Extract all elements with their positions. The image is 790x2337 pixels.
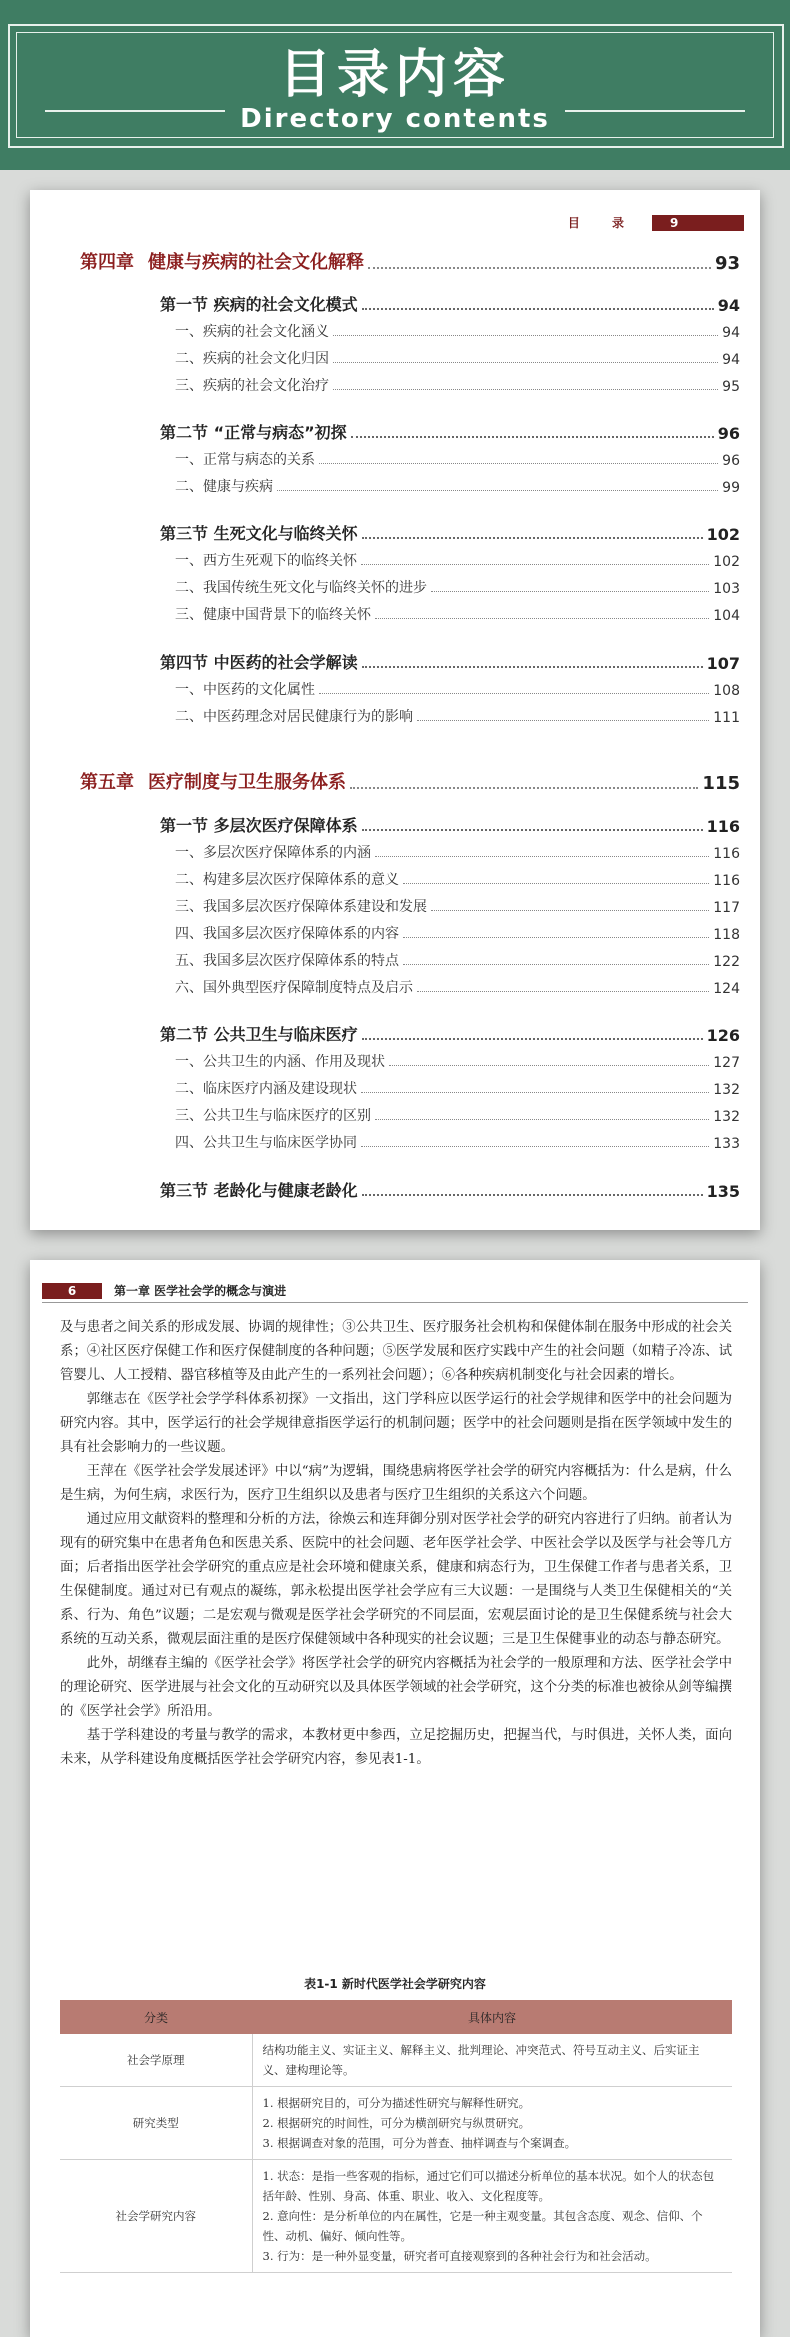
leader-dots: [333, 389, 718, 390]
item-title: 三、我国多层次医疗保障体系建设和发展: [175, 899, 427, 915]
toc-chapter[interactable]: [80, 248, 740, 274]
item-title: 二、中医药理念对居民健康行为的影响: [175, 709, 413, 725]
toc-item[interactable]: [175, 321, 740, 341]
running-head-page-number: 9: [652, 215, 744, 231]
toc-item[interactable]: [175, 679, 740, 699]
item-page: 127: [713, 1055, 740, 1071]
leader-dots: [375, 856, 709, 857]
toc-item[interactable]: [175, 1078, 740, 1098]
table-cell-content: [252, 2160, 732, 2273]
leader-dots: [389, 1065, 709, 1066]
item-page: 116: [713, 846, 740, 862]
item-page: 118: [713, 927, 740, 943]
banner-subtitle: Directory contents: [240, 104, 550, 134]
item-title: 二、构建多层次医疗保障体系的意义: [175, 872, 399, 888]
toc-page: [30, 190, 760, 1230]
item-title: 二、疾病的社会文化归因: [175, 351, 329, 367]
leader-dots: [417, 720, 709, 721]
item-page: 94: [722, 352, 740, 368]
table-cell-line: 结构功能主义、实证主义、解释主义、批判理论、冲突范式、符号互动主义、后实证主义、建构理论等。: [262, 2043, 700, 2077]
table-cell-category: 社会学研究内容: [60, 2160, 252, 2273]
body-paragraph: 及与患者之间关系的形成发展、协调的规律性；③公共卫生、医疗服务社会机构和保健体制在服务中形成的社会关系；④社区医疗保健工作和医疗保健制度的各种问题；⑤医学发展和医疗实践中产生的社会问题（如精子冷冻、试管婴儿、人工授精、器官移植等及由此产生的一系列社会问题）；⑥各种疾病机制变化与社会因素的增长。: [60, 1320, 732, 1383]
text-page-number: 6: [42, 1283, 102, 1299]
chapter-page: 115: [702, 773, 740, 794]
toc-item[interactable]: [175, 449, 740, 469]
table-cell-line: 3. 行为：是一种外显变量，研究者可直接观察到的各种社会行为和社会活动。: [262, 2249, 657, 2263]
item-title: 四、我国多层次医疗保障体系的内容: [175, 926, 399, 942]
toc-item[interactable]: [175, 923, 740, 943]
table-cell-line: 3. 根据调查对象的范围，可分为普查、抽样调查与个案调查。: [262, 2136, 577, 2150]
toc-item[interactable]: [175, 842, 740, 862]
table-row: [60, 2034, 732, 2087]
body-paragraph: 通过应用文献资料的整理和分析的方法，徐焕云和连拜御分别对医学社会学的研究内容进行了归纳。前者认为现有的研究集中在患者角色和医患关系、医院中的社会问题、老年医学社会学、中医社会学以及医学与社会等几方面；后者指出医学社会学研究的重点应是社会环境和健康关系，健康和病态行为，卫生保健工作者与患者关系，卫生保健制度。通过对已有观点的凝练，郭永松提出医学社会学应有三大议题：一是围绕与人类卫生保健相关的“关系、行为、角色”议题；二是宏观与微观是医学社会学研究的不同层面，宏观层面讨论的是卫生保健系统与社会大系统的互动关系，微观层面注重的是医疗保健领域中各种现实的社会议题；三是卫生保健事业的动态与静态研究。: [60, 1512, 732, 1647]
toc-section[interactable]: [160, 292, 740, 315]
banner-title: 目录内容: [278, 45, 511, 105]
chapter-number: 第五章: [80, 772, 134, 793]
toc-item[interactable]: [175, 977, 740, 997]
item-title: 三、公共卫生与临床医疗的区别: [175, 1108, 371, 1124]
item-title: 三、疾病的社会文化治疗: [175, 378, 329, 394]
leader-dots: [417, 991, 709, 992]
text-page-running-head: [42, 1282, 286, 1299]
leader-dots: [431, 591, 709, 592]
leader-dots: [362, 1194, 703, 1196]
item-page: 99: [722, 480, 740, 496]
item-page: 132: [713, 1109, 740, 1125]
item-page: 132: [713, 1082, 740, 1098]
toc-section[interactable]: [160, 650, 740, 673]
section-page: 135: [706, 1182, 740, 1201]
toc-section[interactable]: [160, 1178, 740, 1201]
section-title: 第四节 中医药的社会学解读: [160, 653, 358, 672]
toc-item[interactable]: [175, 1051, 740, 1071]
running-head-label: 目 录: [567, 216, 638, 230]
body-paragraph: 此外，胡继春主编的《医学社会学》将医学社会学的研究内容概括为社会学的一般原理和方法、医学社会学中的理论研究、医学进展与社会文化的互动研究以及具体医学领域的社会学研究，这个分类的标准也被徐从剑等编撰的《医学社会学》所沿用。: [60, 1656, 732, 1719]
item-page: 124: [713, 981, 740, 997]
item-title: 一、西方生死观下的临终关怀: [175, 553, 357, 569]
leader-dots: [361, 1146, 709, 1147]
toc-item[interactable]: [175, 896, 740, 916]
body-paragraph: 基于学科建设的考量与教学的需求，本教材更中参西，立足挖掘历史，把握当代，与时俱进，关怀人类，面向未来，从学科建设角度概括医学社会学研究内容，参见表1-1。: [60, 1728, 732, 1767]
item-page: 116: [713, 873, 740, 889]
leader-dots: [375, 1119, 709, 1120]
body-paragraph: 郭继志在《医学社会学学科体系初探》一文指出，这门学科应以医学运行的社会学规律和医学中的社会问题为研究内容。其中，医学运行的社会学规律意指医学运行的机制问题；医学中的社会问题则是指在医学领域中发生的具有社会影响力的一些议题。: [60, 1392, 732, 1455]
chapter-title: 医疗制度与卫生服务体系: [148, 772, 346, 793]
item-title: 一、中医药的文化属性: [175, 682, 315, 698]
item-title: 二、临床医疗内涵及建设现状: [175, 1081, 357, 1097]
section-title: 第一节 多层次医疗保障体系: [160, 816, 358, 835]
leader-dots: [375, 618, 709, 619]
leader-dots: [319, 693, 709, 694]
item-page: 103: [713, 581, 740, 597]
section-title: 第三节 老龄化与健康老龄化: [160, 1181, 358, 1200]
item-page: 102: [713, 554, 740, 570]
item-page: 122: [713, 954, 740, 970]
leader-dots: [361, 564, 709, 565]
table-row: [60, 2087, 732, 2160]
table-header-category: 分类: [60, 2000, 252, 2034]
leader-dots: [362, 1038, 703, 1040]
item-title: 五、我国多层次医疗保障体系的特点: [175, 953, 399, 969]
toc-item[interactable]: [175, 1105, 740, 1125]
table-cell-line: 1. 状态：是指一些客观的指标，通过它们可以描述分析单位的基本状况。如个人的状态包括年龄、性别、身高、体重、职业、收入、文化程度等。: [262, 2169, 715, 2203]
toc-item[interactable]: [175, 476, 740, 496]
leader-dots: [362, 666, 703, 668]
leader-dots: [368, 267, 711, 269]
item-page: 104: [713, 608, 740, 624]
section-page: 116: [706, 817, 740, 836]
item-title: 六、国外典型医疗保障制度特点及启示: [175, 980, 413, 996]
leader-dots: [333, 362, 718, 363]
section-title: 第二节 公共卫生与临床医疗: [160, 1025, 358, 1044]
item-page: 108: [713, 683, 740, 699]
toc-item[interactable]: [175, 604, 740, 624]
toc-section[interactable]: [160, 420, 740, 443]
table-row: [60, 2160, 732, 2273]
table-cell-line: 2. 根据研究的时间性，可分为横剖研究与纵贯研究。: [262, 2116, 531, 2130]
leader-dots: [362, 537, 703, 539]
item-page: 133: [713, 1136, 740, 1152]
toc-item[interactable]: [175, 706, 740, 726]
toc-chapter[interactable]: [80, 768, 740, 794]
section-title: 第二节 “正常与病态”初探: [160, 423, 347, 442]
item-title: 一、正常与病态的关系: [175, 452, 315, 468]
section-title: 第三节 生死文化与临终关怀: [160, 524, 358, 543]
chapter-title: 健康与疾病的社会文化解释: [148, 252, 364, 273]
item-title: 二、健康与疾病: [175, 479, 273, 495]
toc-item[interactable]: [175, 950, 740, 970]
item-page: 96: [722, 453, 740, 469]
table-cell-line: 1. 根据研究目的，可分为描述性研究与解释性研究。: [262, 2096, 531, 2110]
leader-dots: [403, 883, 709, 884]
item-title: 一、多层次医疗保障体系的内涵: [175, 845, 371, 861]
leader-dots: [333, 335, 718, 336]
item-title: 三、健康中国背景下的临终关怀: [175, 607, 371, 623]
item-page: 117: [713, 900, 740, 916]
toc-section[interactable]: [160, 1022, 740, 1045]
toc-item[interactable]: [175, 1132, 740, 1152]
chapter-number: 第四章: [80, 252, 134, 273]
item-page: 94: [722, 325, 740, 341]
table-caption: 表1-1 新时代医学社会学研究内容: [304, 1977, 486, 1991]
text-page-body: [60, 1316, 732, 1772]
leader-dots: [403, 964, 709, 965]
section-page: 102: [706, 525, 740, 544]
item-page: 111: [713, 710, 740, 726]
table-cell-category: 研究类型: [60, 2087, 252, 2160]
leader-dots: [319, 463, 718, 464]
toc-running-head: [568, 214, 744, 231]
table-header-content: 具体内容: [252, 2000, 732, 2034]
section-page: 107: [706, 654, 740, 673]
item-title: 四、公共卫生与临床医学协同: [175, 1135, 357, 1151]
item-title: 二、我国传统生死文化与临终关怀的进步: [175, 580, 427, 596]
toc-item[interactable]: [175, 375, 740, 395]
table-cell-content: [252, 2087, 732, 2160]
section-page: 96: [717, 424, 740, 443]
leader-dots: [351, 436, 714, 438]
item-title: 一、疾病的社会文化涵义: [175, 324, 329, 340]
table-cell-category: 社会学原理: [60, 2034, 252, 2087]
leader-dots: [361, 1092, 709, 1093]
section-page: 126: [706, 1026, 740, 1045]
section-page: 94: [717, 296, 740, 315]
toc-section[interactable]: [160, 521, 740, 544]
section-title: 第一节 疾病的社会文化模式: [160, 295, 358, 314]
leader-dots: [362, 829, 703, 831]
header-banner: [0, 0, 790, 170]
content-table: [60, 2000, 732, 2273]
book-text-page: [30, 1260, 760, 2337]
toc-section[interactable]: [160, 813, 740, 836]
toc-item[interactable]: [175, 869, 740, 889]
leader-dots: [350, 787, 698, 789]
leader-dots: [403, 937, 709, 938]
toc-item[interactable]: [175, 348, 740, 368]
item-title: 一、公共卫生的内涵、作用及现状: [175, 1054, 385, 1070]
body-paragraph: 王萍在《医学社会学发展述评》中以“病”为逻辑，围绕患病将医学社会学的研究内容概括为：什么是病，什么是生病，为何生病，求医行为，医疗卫生组织以及患者与医疗卫生组织的关系这六个问题。: [60, 1464, 732, 1503]
text-page-chapter-title: 第一章 医学社会学的概念与演进: [114, 1284, 287, 1298]
running-head-rule: [42, 1302, 748, 1303]
chapter-page: 93: [714, 253, 740, 274]
table-cell-content: [252, 2034, 732, 2087]
toc-item[interactable]: [175, 577, 740, 597]
leader-dots: [362, 308, 714, 310]
item-page: 95: [722, 379, 740, 395]
leader-dots: [431, 910, 709, 911]
leader-dots: [277, 490, 718, 491]
table-cell-line: 2. 意向性：是分析单位的内在属性，它是一种主观变量。其包含态度、观念、信仰、个性、动机、偏好、倾向性等。: [262, 2209, 703, 2243]
table-header-row: [60, 2000, 732, 2034]
toc-item[interactable]: [175, 550, 740, 570]
